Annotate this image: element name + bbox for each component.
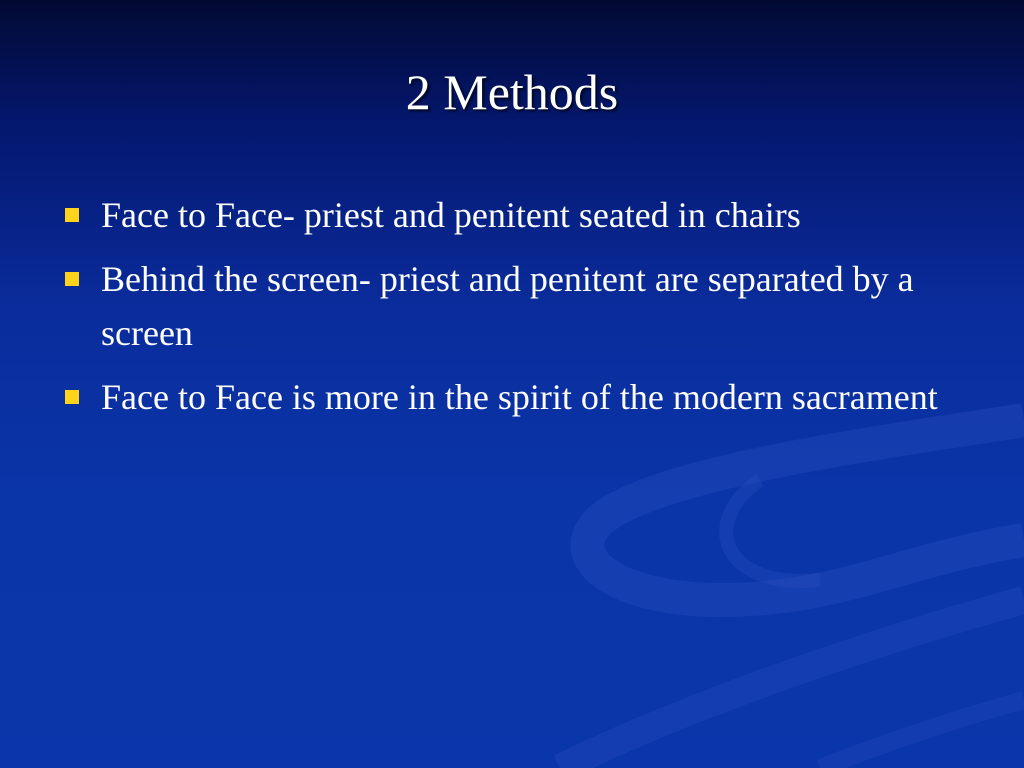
bullet-text: Behind the screen- priest and penitent are separated by a screen: [101, 259, 914, 353]
bullet-item: [64, 370, 984, 424]
bullet-text: Face to Face- priest and penitent seated in chairs: [101, 195, 801, 235]
square-bullet-icon: [65, 208, 79, 222]
square-bullet-icon: [65, 390, 79, 404]
square-bullet-icon: [65, 272, 79, 286]
bullet-item: [64, 252, 984, 360]
bullet-item: [64, 188, 984, 242]
bullet-text: Face to Face is more in the spirit of the modern sacrament: [101, 377, 938, 417]
bullet-list: [64, 188, 984, 434]
slide-title: 2 Methods: [405, 64, 619, 120]
